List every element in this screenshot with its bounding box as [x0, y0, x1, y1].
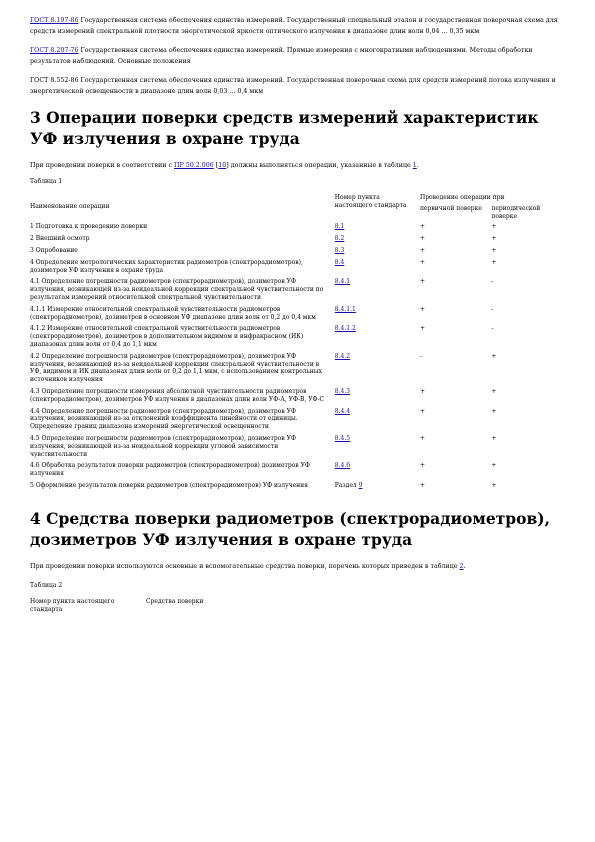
- operation-name: 4.2 Определение погрешности радиометров (спектрорадиометров), дозиметров УФ излучения, возникающей из-за неидеальной коррекции спектральной чувствительности в УФ, видимом и ИК диапазонах длин волн от 0,2 до 1,1 мкм, с использованием контрольных источников излучения: [30, 352, 322, 384]
- operation-name: 1 Подготовка к проведению поверки: [30, 223, 148, 231]
- reference-gost-8-197: [30, 16, 565, 37]
- periodic-mark: +: [491, 235, 497, 243]
- primary-mark: +: [419, 325, 426, 333]
- primary-mark: +: [419, 246, 426, 254]
- operation-name: 5 Оформление результатов поверки радиометров (спектрорадиометров) УФ излучения: [30, 481, 308, 489]
- table-row: [30, 408, 565, 435]
- periodic-mark: +: [491, 223, 497, 231]
- reference-code: ГОСТ 8.552-86: [30, 77, 79, 84]
- primary-mark: +: [419, 223, 426, 231]
- periodic-mark: -: [491, 305, 494, 313]
- clause-cell: [335, 388, 420, 408]
- clause-link[interactable]: 8.3: [334, 246, 345, 254]
- section-3-intro: [30, 161, 565, 170]
- periodic-mark: -: [491, 278, 494, 286]
- table-row: [30, 247, 565, 259]
- clause-link[interactable]: 8.4.2: [334, 352, 351, 360]
- primary-mark: +: [419, 387, 426, 395]
- table-row: [30, 325, 565, 352]
- periodic-mark: +: [491, 462, 497, 470]
- clause-cell: [335, 235, 420, 247]
- clause-link[interactable]: 8.4.1: [334, 278, 351, 286]
- header-operations-at: Проведение операции при: [419, 194, 505, 201]
- operation-name: 4 Определение метрологических характеристик радиометров (спектрорадиометров), дозиметров УФ излучения в охране труда: [30, 258, 303, 274]
- verification-means-table: [30, 598, 230, 614]
- periodic-mark: +: [491, 407, 497, 415]
- header-operation-name: Наименование операции: [30, 203, 110, 211]
- table-row: [30, 235, 565, 247]
- periodic-mark: +: [491, 352, 497, 360]
- operation-name: 4.6 Обработка результатов поверки радиометров (спектрорадиометров) дозиметров УФ излучения: [30, 462, 310, 478]
- clause-cell: [335, 223, 420, 235]
- table-row: [30, 482, 565, 494]
- clause-link[interactable]: 8.1: [334, 223, 345, 231]
- table-row: [30, 435, 565, 462]
- intro-text: .: [463, 562, 466, 570]
- operation-name: 2 Внешний осмотр: [30, 235, 90, 243]
- periodic-mark: +: [491, 387, 497, 395]
- table-row: [30, 462, 565, 482]
- operation-name: 3 Опробование: [30, 246, 78, 254]
- primary-mark: +: [419, 462, 426, 470]
- clause-link[interactable]: 9: [358, 481, 363, 489]
- clause-link[interactable]: 8.2: [334, 235, 345, 243]
- table-2-label: Таблица 2: [30, 581, 63, 589]
- table-row: [30, 278, 565, 305]
- table-2-link[interactable]: 2: [459, 562, 464, 570]
- clause-cell: [335, 462, 420, 482]
- table-1-label: Таблица 1: [30, 178, 63, 185]
- primary-mark: +: [419, 481, 426, 489]
- periodic-mark: +: [491, 434, 497, 442]
- operation-name: 4.4 Определение погрешности радиометров (спектрорадиометров), дозиметров УФ излучения, возникающей из-за отклонений коэффициента линейности от единицы. Определение границ диапазона измерений энергетической освещенности: [30, 407, 298, 431]
- clause-link[interactable]: 8.4.1.1: [334, 305, 356, 313]
- table-row: [30, 353, 565, 388]
- section-4-heading: 4 Средства поверки радиометров (спектрорадиометров), дозиметров УФ излучения в охране труда: [30, 508, 550, 549]
- gost-8-207-link[interactable]: ГОСТ 8.207-76: [30, 47, 79, 54]
- operations-table: [30, 194, 565, 494]
- intro-text: [: [213, 162, 219, 169]
- table-1-link[interactable]: 1: [412, 162, 417, 169]
- pr-50-2-006-link[interactable]: ПР 50.2.006: [174, 162, 214, 169]
- clause-link[interactable]: 8.4.1.2: [334, 325, 356, 333]
- clause-link[interactable]: 8.4: [334, 258, 345, 266]
- clause-cell: [335, 353, 420, 388]
- table-row: [30, 259, 565, 279]
- header-periodic: периодической поверке: [491, 204, 541, 220]
- clause-cell: [335, 278, 420, 305]
- table-row: [30, 388, 565, 408]
- table-header-row-1: [30, 194, 565, 205]
- table-2-header-row: [30, 598, 230, 614]
- intro-text: .: [416, 162, 419, 169]
- operation-name: 4.1.1 Измерение относительной спектральной чувствительности радиометров (спектрорадиометров), дозиметров в основном УФ диапазоне длин волн от 0,2 до 0,4 мкм: [30, 305, 316, 321]
- operation-name: 4.5 Определение погрешности радиометров (спектрорадиометров), дозиметров УФ излучения, возникающей из-за неидеальной коррекции угловой зависимости чувствительности: [30, 434, 296, 458]
- clause-cell: [335, 435, 420, 462]
- clause-cell: [335, 259, 420, 279]
- clause-link[interactable]: 8.4.6: [334, 462, 351, 470]
- document-page: [30, 16, 565, 613]
- primary-mark: +: [419, 434, 426, 442]
- header-primary: первичной поверке: [419, 204, 482, 212]
- table-row: [30, 223, 565, 235]
- clause-cell: [335, 306, 420, 326]
- primary-mark: +: [419, 235, 426, 243]
- clause-link[interactable]: 8.4.3: [334, 387, 351, 395]
- reference-gost-8-207: [30, 46, 565, 67]
- periodic-mark: +: [491, 481, 497, 489]
- intro-text: При проведении поверки в соответствии с: [30, 162, 175, 169]
- intro-text: При проведении поверки используются основные и вспомогательные средства поверки, перечень которых приведен в таблице: [30, 562, 460, 570]
- periodic-mark: -: [491, 325, 494, 333]
- section-4-intro: [30, 562, 565, 571]
- operation-name: 4.1 Определение погрешности радиометров (спектрорадиометров), дозиметров УФ излучения, возникающей из-за неидеальной коррекции спектральной чувствительности по результатам измерений относительной спектральной чувствительности: [30, 278, 324, 301]
- header-clause-number: Номер пункта настоящего стандарта: [334, 194, 407, 209]
- section-3-heading: 3 Операции поверки средств измерений характеристик УФ излучения в охране труда: [30, 108, 539, 148]
- gost-8-197-link[interactable]: ГОСТ 8.197-86: [30, 17, 79, 24]
- primary-mark: +: [419, 407, 426, 415]
- clause-cell: [335, 325, 420, 352]
- primary-mark: +: [419, 258, 426, 266]
- primary-mark: -: [419, 352, 423, 360]
- periodic-mark: +: [491, 246, 497, 254]
- clause-cell: [335, 247, 420, 259]
- clause-cell: [335, 482, 420, 494]
- clause-cell: [335, 408, 420, 435]
- table-row: [30, 306, 565, 326]
- periodic-mark: +: [491, 258, 497, 266]
- primary-mark: +: [419, 278, 426, 286]
- header-verification-means: Средства поверки: [146, 597, 204, 605]
- reference-gost-8-552: [30, 76, 565, 97]
- bibliography-10-link[interactable]: 10: [218, 162, 227, 169]
- operation-name: 4.1.2 Измерение относительной спектральной чувствительности радиометров (спектрорадиометров), дозиметров в дополнительном видимом и инфракрасном (ИК) диапазонах длин волн от 0,4 до 1,1 мкм: [30, 325, 304, 348]
- operation-name: 4.3 Определение погрешности измерения абсолютной чувствительности радиометров (спектрорадиометров), дозиметров УФ излучения в диапазонах длин волн УФ-А, УФ-В, УФ-С: [30, 387, 325, 403]
- reference-text: Государственная система обеспечения единства измерений. Государственная поверочная схема для средств измерений потока излучения и энергетической освещенности в диапазоне длин волн 0,03 ... 0,4 мкм: [30, 77, 556, 95]
- primary-mark: +: [419, 305, 426, 313]
- reference-text: Государственная система обеспечения единства измерений. Государственный специальный эталон и государственная поверочная схема для средств измерений спектральной плотности энергетической яркости оптического излучения в диапазоне длин волн 0,04 ... 0,35 мкм: [30, 17, 558, 35]
- intro-text: ] должны выполняться операции, указанные в таблице: [226, 162, 413, 169]
- clause-prefix: Раздел: [334, 481, 359, 489]
- header-clause-number: Номер пункта настоящего стандарта: [30, 597, 115, 613]
- reference-text: Государственная система обеспечения единства измерений. Прямые измерения с многократными наблюдениями. Методы обработки результатов наблюдений. Основные положения: [30, 47, 533, 65]
- clause-link[interactable]: 8.4.5: [334, 434, 351, 442]
- clause-link[interactable]: 8.4.4: [334, 407, 351, 415]
